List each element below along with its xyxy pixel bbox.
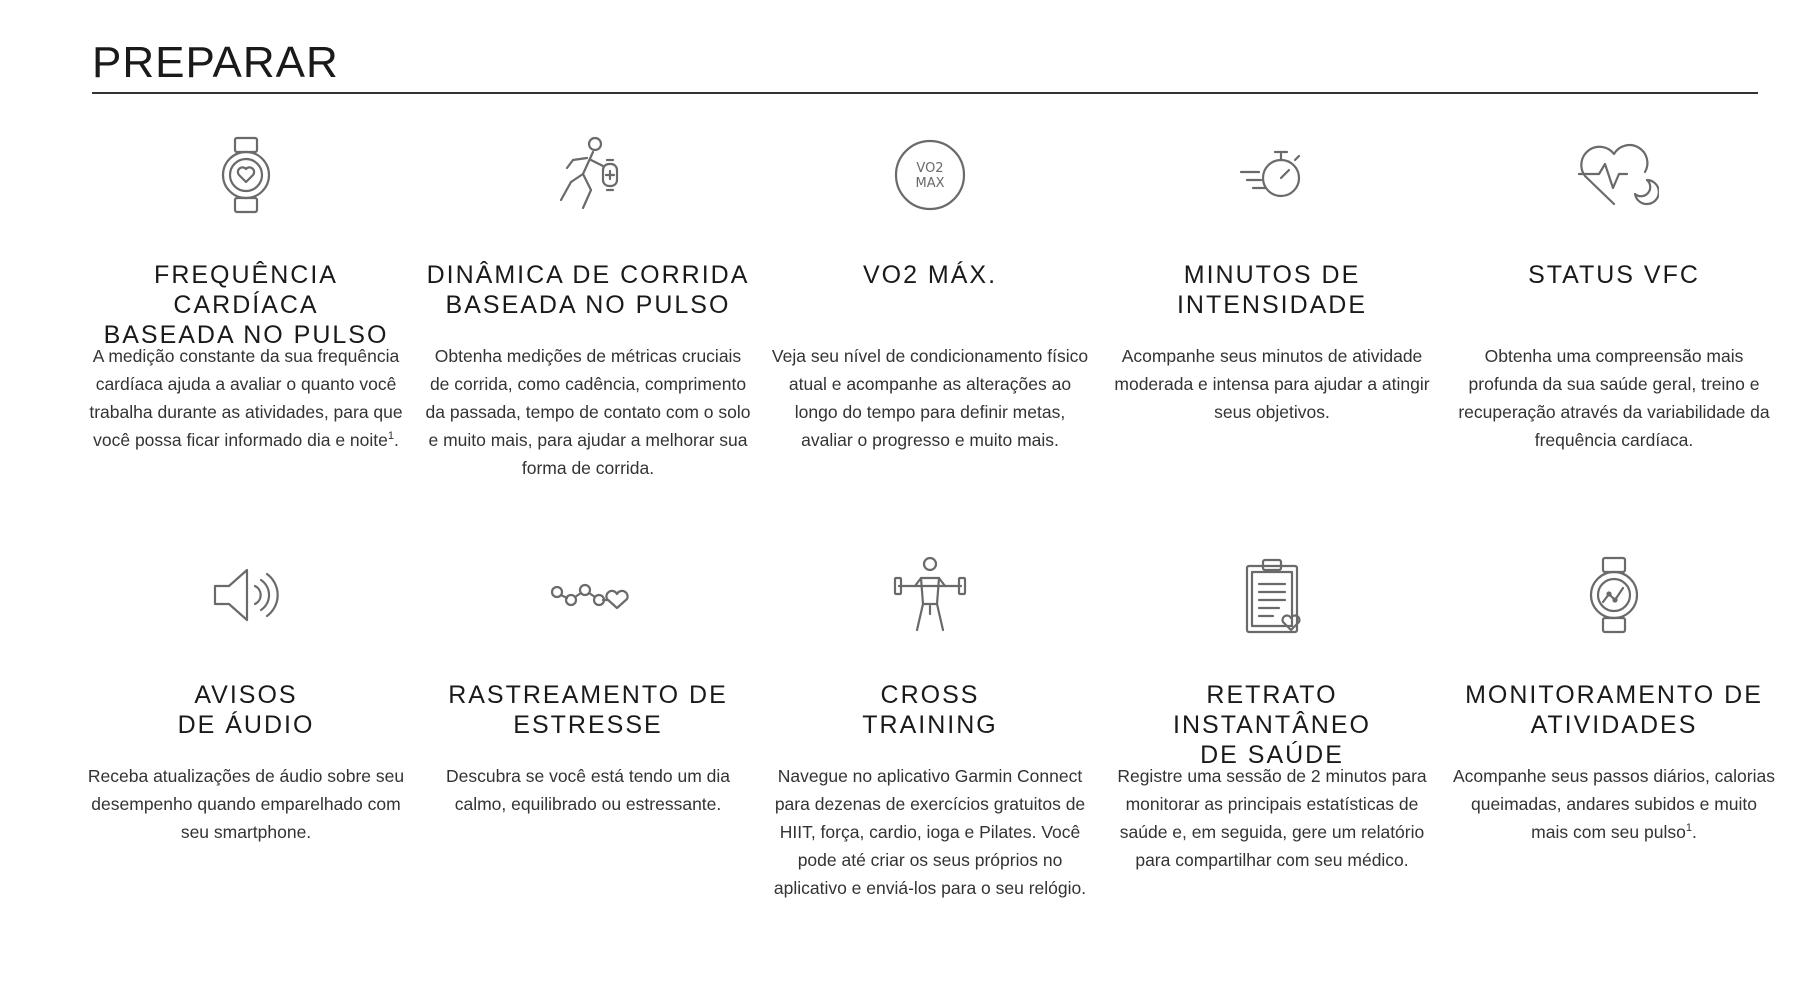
heart-moon-icon [1569, 130, 1659, 220]
feature-item [75, 550, 417, 970]
watch-heart-icon [201, 130, 291, 220]
footnote-marker: 1 [1685, 822, 1692, 835]
feature-title: FREQUÊNCIA CARDÍACA BASEADA NO PULSO [103, 261, 389, 349]
feature-item [759, 130, 1101, 550]
features-grid [75, 130, 1785, 970]
stress-wave-icon [543, 550, 633, 640]
feature-item [75, 130, 417, 550]
feature-description: Descubra se você está tendo um dia calmo, equilibrado ou estressante. [445, 766, 731, 814]
feature-title: STATUS VFC [1528, 261, 1700, 289]
feature-item [417, 130, 759, 550]
feature-title: AVISOS DE ÁUDIO [177, 681, 315, 739]
feature-description: Obtenha medições de métricas cruciais de corrida, como cadência, comprimento da passada, tempo de contato com o solo e muito mais, para ajudar a melhorar sua forma de corrida. [425, 346, 751, 478]
feature-title: CROSS TRAINING [862, 681, 998, 739]
watch-activity-icon [1569, 550, 1659, 640]
feature-description: Navegue no aplicativo Garmin Connect para dezenas de exercícios gratuitos de HIIT, força, cardio, ioga e Pilates. Você pode até criar os seus próprios no aplicativo e enviá-los para o seu relógio. [773, 766, 1087, 898]
feature-description: A medição constante da sua frequência cardíaca ajuda a avaliar o quanto você trabalha durante as atividades, para que você possa ficar informado dia e noite$^1$. [89, 346, 403, 450]
runner-watch-icon [543, 130, 633, 220]
max-icon-label: MAX [915, 176, 945, 191]
feature-title: RETRATO INSTANTÂNEO DE SAÚDE [1173, 681, 1371, 769]
feature-title: VO2 MÁX. [862, 261, 998, 289]
section-divider [92, 92, 1758, 94]
feature-item [1443, 130, 1785, 550]
feature-title: MINUTOS DE INTENSIDADE [1176, 261, 1368, 319]
feature-item [1443, 550, 1785, 970]
feature-description: Registre uma sessão de 2 minutos para monitorar as principais estatísticas de saúde e, em seguida, gere um relatório para compartilhar com seu médico. [1117, 766, 1427, 870]
feature-title: RASTREAMENTO DE ESTRESSE [448, 681, 728, 739]
feature-description: Receba atualizações de áudio sobre seu desempenho quando emparelhado com seu smartphone. [87, 766, 405, 842]
speaker-icon [201, 550, 291, 640]
feature-description: Acompanhe seus passos diários, calorias queimadas, andares subidos e muito mais com seu pulso$^1$. [1453, 766, 1775, 842]
clipboard-heart-icon [1227, 550, 1317, 640]
section-title: PREPARAR [92, 38, 339, 87]
stopwatch-speed-icon [1227, 130, 1317, 220]
weightlifter-icon [885, 550, 975, 640]
feature-item [1101, 130, 1443, 550]
feature-item [1101, 550, 1443, 970]
vo2-icon-label: VO2 [916, 161, 944, 176]
feature-title: DINÂMICA DE CORRIDA BASEADA NO PULSO [426, 261, 750, 319]
feature-title: MONITORAMENTO DE ATIVIDADES [1465, 681, 1763, 739]
footnote-marker: 1 [387, 430, 394, 443]
feature-item [417, 550, 759, 970]
feature-description: Acompanhe seus minutos de atividade moderada e intensa para ajudar a atingir seus objetivos. [1114, 346, 1430, 422]
vo2-max-icon [885, 130, 975, 220]
feature-description: Veja seu nível de condicionamento físico atual e acompanhe as alterações ao longo do tempo para definir metas, avaliar o progresso e muito mais. [771, 346, 1089, 450]
feature-item [759, 550, 1101, 970]
feature-description: Obtenha uma compreensão mais profunda da sua saúde geral, treino e recuperação através da variabilidade da frequência cardíaca. [1458, 346, 1770, 450]
